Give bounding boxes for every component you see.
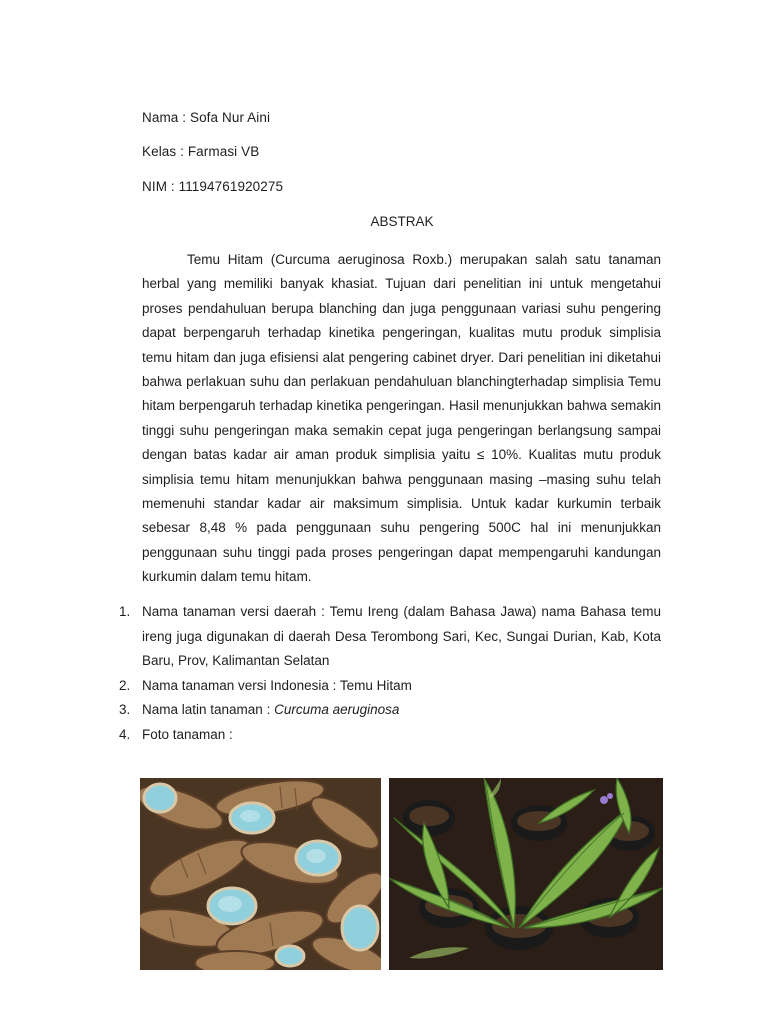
rhizome-illustration <box>140 778 381 970</box>
abstract-title: ABSTRAK <box>370 214 434 229</box>
list-number: 1. <box>119 604 131 619</box>
list-text: Nama tanaman versi Indonesia : Temu Hitam <box>142 677 412 693</box>
student-nim: NIM : 11194761920275 <box>142 179 284 194</box>
list-text: Nama tanaman versi daerah : Temu Ireng (dalam Bahasa Jawa) nama Bahasa temu ireng juga digunakan di daerah Desa Terombong Sari, Kec, Sungai Durian, Kab, Kota Baru, Prov, Kalimantan Selatan <box>142 604 661 669</box>
list-number: 3. <box>119 702 131 718</box>
list-number: 2. <box>119 677 131 693</box>
abstract-body: Temu Hitam (Curcuma aeruginosa Roxb.) merupakan salah satu tanaman herbal yang memiliki banyak khasiat. Tujuan dari penelitian ini untuk mengetahui proses pendahuluan berupa blanching dan juga penggunaan variasi suhu pengering dapat berpengaruh terhadap kinetika pengeringan, kualitas mutu produk simplisia temu hitam dan juga efisiensi alat pengering cabinet dryer. Dari penelitian ini diketahui bahwa perlakuan suhu dan perlakuan pendahuluan blanchingterhadap simplisia Temu hitam berpengaruh terhadap kinetika pengeringan. Hasil menunjukkan bahwa semakin tinggi suhu pengeringan maka semakin cepat juga pengeringan berlangsung sampai dengan batas kadar air aman produk simplisia yaitu ≤ 10%. Kualitas mutu produk simplisia temu hitam menunjukkan bahwa penggunaan masing –masing suhu telah memenuhi standar kadar air maksimum simplisia. Untuk kadar kurkumin terbaik sebesar 8,48 % pada penggunaan suhu pengering 500C hal ini menunjukkan penggunaan suhu tinggi pada proses pengeringan dapat mempengaruhi kandungan kurkumin dalam temu hitam. <box>142 252 661 585</box>
list-item <box>119 674 661 699</box>
list-item <box>119 698 661 723</box>
plants-illustration <box>389 778 663 970</box>
list-number: 4. <box>119 726 131 742</box>
list-item <box>119 723 661 748</box>
plant-info-list <box>119 600 661 748</box>
plants-photo <box>389 778 663 970</box>
list-text: Nama latin tanaman : <box>142 702 275 718</box>
latin-name: Curcuma aeruginosa <box>274 702 400 718</box>
list-text: Foto tanaman : <box>142 726 233 742</box>
list-item <box>119 600 661 674</box>
student-name: Nama : Sofa Nur Aini <box>142 110 271 125</box>
rhizome-photo <box>140 778 381 970</box>
student-class: Kelas : Farmasi VB <box>142 144 260 159</box>
